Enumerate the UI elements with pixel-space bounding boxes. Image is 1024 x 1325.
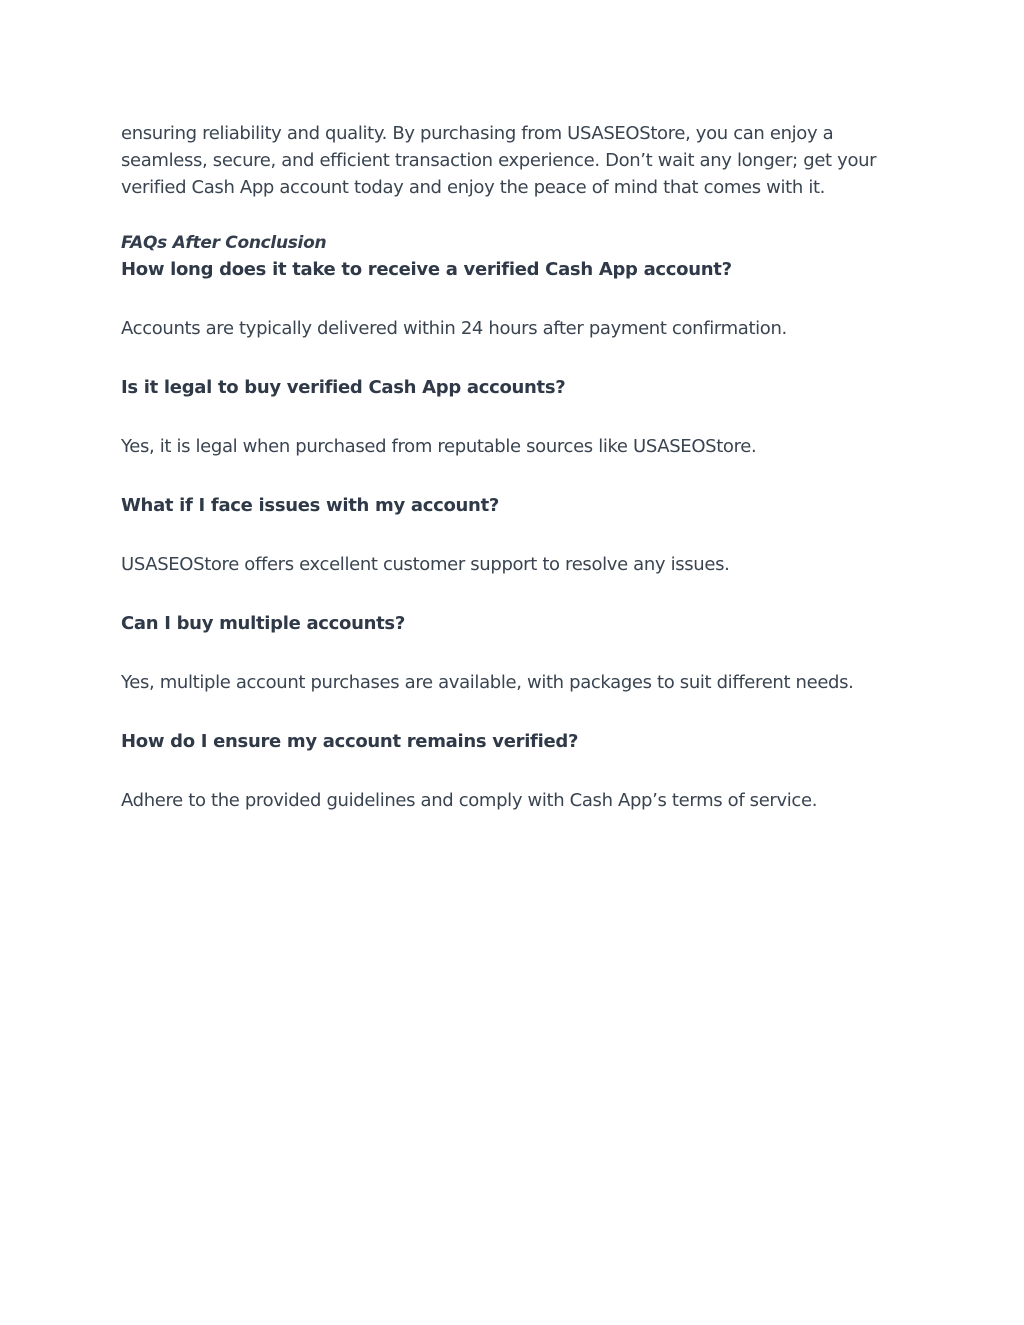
- faq-answer: Adhere to the provided guidelines and comply with Cash App’s terms of service.: [121, 790, 818, 811]
- faq-question: Is it legal to buy verified Cash App accounts?: [121, 377, 566, 398]
- faq-question: How do I ensure my account remains verified?: [121, 731, 579, 752]
- faq-question: Can I buy multiple accounts?: [121, 613, 405, 634]
- intro-paragraph: [121, 120, 901, 201]
- faq-section-label: FAQs After Conclusion: [121, 233, 327, 253]
- intro-line: verified Cash App account today and enjoy the peace of mind that comes with it.: [121, 177, 826, 198]
- document-page: [121, 120, 901, 811]
- faq-question: What if I face issues with my account?: [121, 495, 500, 516]
- faq-question: How long does it take to receive a verified Cash App account?: [121, 259, 732, 280]
- faq-answer: Yes, it is legal when purchased from reputable sources like USASEOStore.: [121, 436, 757, 457]
- intro-line: seamless, secure, and efficient transaction experience. Don’t wait any longer; get your: [121, 150, 877, 171]
- faq-answer: Yes, multiple account purchases are available, with packages to suit different needs.: [121, 672, 854, 693]
- faq-answer: USASEOStore offers excellent customer support to resolve any issues.: [121, 554, 730, 575]
- intro-line: ensuring reliability and quality. By purchasing from USASEOStore, you can enjoy a: [121, 123, 834, 144]
- faq-answer: Accounts are typically delivered within 24 hours after payment confirmation.: [121, 318, 787, 339]
